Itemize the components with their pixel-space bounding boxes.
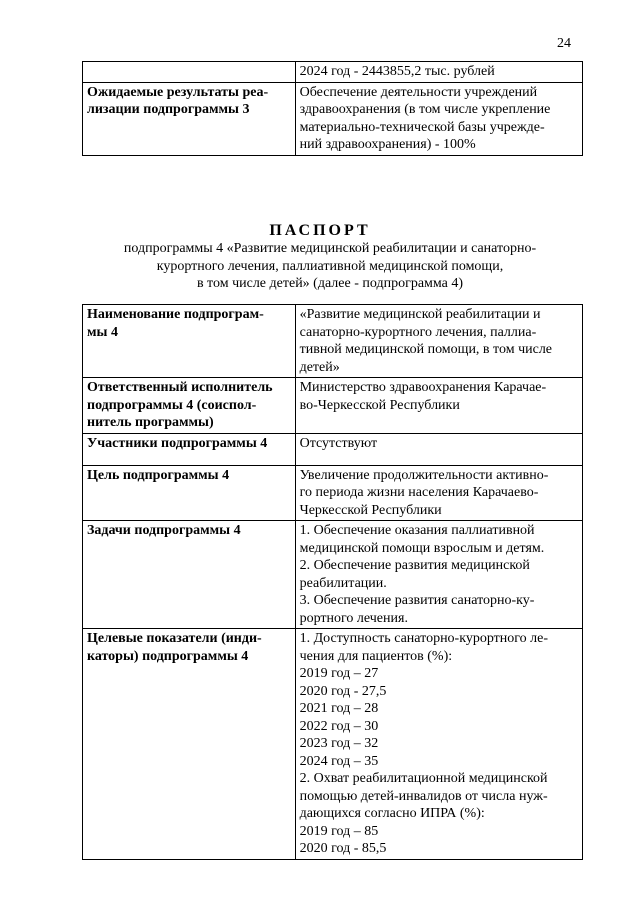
expected-results-value [295,82,582,155]
value-line: ний здравоохранения) - 100% [299,137,476,152]
value-line: го периода жизни населения Карачаево- [299,485,539,500]
value-line: здравоохранения (в том числе укрепление [299,102,551,117]
tasks-value [295,521,582,629]
label-line: лизации подпрограммы 3 [87,102,250,117]
value-line: помощью детей-инвалидов от числа нуж- [299,788,548,804]
label-line: Ожидаемые результаты реа- [87,84,269,100]
value-line: чения для пациентов (%): [299,648,453,664]
value-line: Отсутствуют [299,435,378,451]
table-row [83,521,583,629]
table-row [83,82,583,155]
label-line: Наименование подпрограм- [87,307,264,322]
value-line: Министерство здравоохранения Карачае- [299,380,547,395]
goal-value [295,465,582,521]
table-row [83,629,583,860]
label-line: Участники подпрограммы 4 [87,435,268,451]
expected-results-label [83,82,296,155]
passport-title: ПАСПОРТ [269,222,371,239]
table-row [83,62,583,83]
label-line: каторы) подпрограммы 4 [87,648,249,664]
label-line: подпрограммы 4 (соиспол- [87,397,257,413]
subtitle-line: в том числе детей» (далее - подпрограмма 4) [196,276,464,291]
table-row [83,465,583,521]
value-line: дающихся согласно ИПРА (%): [299,806,485,821]
value-line: 2. Охват реабилитационной медицинской [299,771,548,786]
name-label [83,305,296,378]
value-line: 2. Обеспечение развития медицинской [299,558,530,573]
passport-table [82,304,583,860]
funding-2024-cell: 2024 год - 2443855,2 тыс. рублей [295,62,582,83]
value-line: Обеспечение деятельности учреждений [299,84,538,100]
label-line: Задачи подпрограммы 4 [87,523,241,538]
label-line: Целевые показатели (инди- [87,631,262,646]
name-value [295,305,582,378]
label-line: мы 4 [87,324,118,340]
value-line: Черкесской Республики [299,502,442,518]
value-line: детей» [299,359,340,375]
label-line: нитель программы) [87,415,214,430]
value-line: 1. Обеспечение оказания паллиативной [299,523,535,538]
label-line: Ответственный исполнитель [87,380,273,395]
table-row [83,433,583,465]
value-line: 2020 год - 85,5 [299,841,387,856]
passport-subtitle [80,240,580,293]
indicators-value [295,629,582,860]
value-line: 1. Доступность санаторно-курортного ле- [299,631,549,646]
value-line: 2019 год – 27 [299,666,379,681]
value-line: тивной медицинской помощи, в том числе [299,342,553,357]
value-line: рортного лечения. [299,610,408,626]
goal-label [83,465,296,521]
value-line: «Развитие медицинской реабилитации и [299,307,541,322]
table-row [83,378,583,434]
value-line: медицинской помощи взрослым и детям. [299,540,545,556]
executor-label [83,378,296,434]
executor-value [295,378,582,434]
indicators-label [83,629,296,860]
participants-value [295,433,582,465]
value-line: 2019 год – 85 [299,823,379,839]
value-line: 3. Обеспечение развития санаторно-ку- [299,593,535,608]
value-line: 2024 год – 35 [299,753,379,769]
label-line: Цель подпрограммы 4 [87,467,230,483]
tasks-label [83,521,296,629]
value-line: 2021 год – 28 [299,701,379,716]
value-line: Увеличение продолжительности активно- [299,467,549,483]
value-line: 2020 год - 27,5 [299,683,387,699]
empty-label-cell [83,62,296,83]
value-line: материально-технической базы учрежде- [299,119,545,135]
value-line: санаторно-курортного лечения, паллиа- [299,324,537,340]
participants-label [83,433,296,465]
table-row [83,305,583,378]
value-line: 2023 год – 32 [299,736,379,751]
subtitle-line: подпрограммы 4 «Развитие медицинской реабилитации и санаторно- [123,241,537,256]
subtitle-line: курортного лечения, паллиативной медицинской помощи, [156,258,504,274]
value-line: реабилитации. [299,575,387,591]
previous-subprogram-table [82,61,583,156]
value-line: 2022 год – 30 [299,718,379,734]
page-number: 24 [557,36,571,51]
value-line: во-Черкесской Республики [299,397,460,413]
